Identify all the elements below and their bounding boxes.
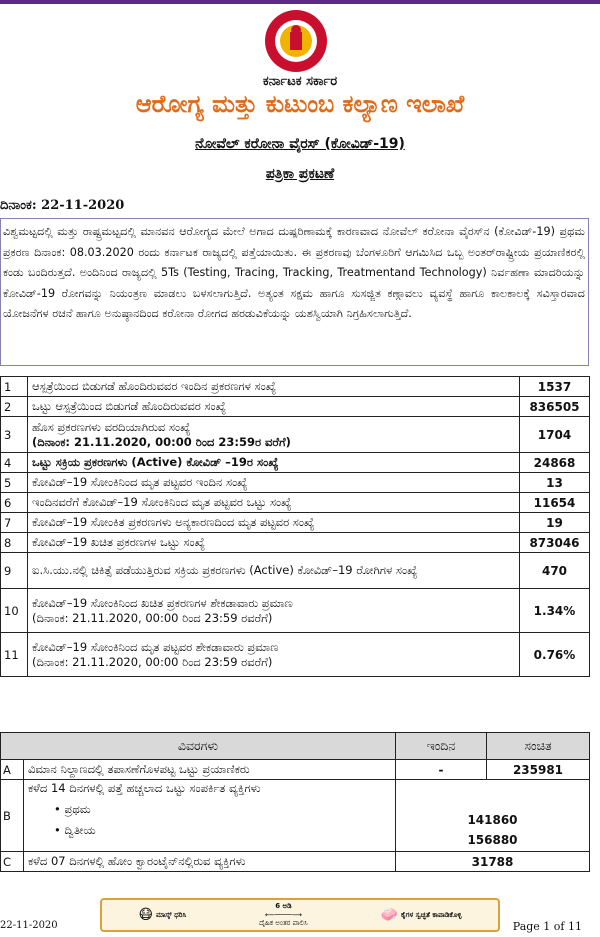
secondary-value: 156880 (467, 833, 518, 847)
row-cumulative: 31788 (396, 852, 590, 872)
row-value: 24868 (520, 453, 590, 473)
row-value: 873046 (520, 533, 590, 553)
row-desc: ವಿಮಾನ ನಿಲ್ದಾಣದಲ್ಲಿ ತಪಾಸಣೆಗೊಳಪಟ್ಟ ಒಟ್ಟು ಪ್ರಯಾಣಿಕರು (24, 760, 396, 780)
row-desc: ಕಳೆದ 07 ದಿನಗಳಲ್ಲಿ ಹೋಂ ಕ್ವಾರಂಟೈನ್‌ನಲ್ಲಿರುವ ವ್ಯಕ್ತಿಗಳು (24, 852, 396, 872)
bullet-secondary: • ದ್ವಿತೀಯ (54, 823, 96, 837)
stats-row (1, 417, 590, 453)
safety-banner (100, 898, 500, 932)
row-description (28, 493, 520, 513)
details-table (0, 732, 590, 872)
stats-row (1, 453, 590, 473)
stats-row (1, 493, 590, 513)
release-date: ದಿನಾಂಕ: 22-11-2020 (0, 198, 125, 213)
row-description (28, 397, 520, 417)
row-description (28, 533, 520, 553)
row-description (28, 377, 520, 397)
row-label: A (1, 760, 24, 780)
row-description-text: ಕೋವಿಡ್–19 ಸೋಂಕಿನಿಂದ ಖಚಿತ ಪ್ರಕರಣಗಳ ಶೇಕಡಾವಾರು ಪ್ರಮಾಣ (32, 595, 293, 610)
row-desc (24, 780, 396, 852)
distance-note: ದೈಹಿಕ ಅಂತರ ಪಾಲಿಸಿ (259, 919, 308, 927)
row-description (28, 513, 520, 533)
row-description-text: ಕೋವಿಡ್–19 ಸೋಂಕಿನಿಂದ ಮೃತ ಪಟ್ಟವರ ಇಂದಿನ ಸಂಖ್ಯೆ (32, 475, 248, 489)
row-today: - (396, 760, 487, 780)
row-label: C (1, 852, 24, 872)
distance-text: 6 ಅಡಿ (275, 902, 292, 910)
row-description-text: ಆಸ್ಪತ್ರೆಯಿಂದ ಬಿಡುಗಡೆ ಹೊಂದಿರುವವರ ಇಂದಿನ ಪ್ರಕರಣಗಳ ಸಂಖ್ಯೆ (32, 379, 277, 393)
intro-paragraph: ವಿಶ್ವಮಟ್ಟದಲ್ಲಿ ಮತ್ತು ರಾಷ್ಟ್ರಮಟ್ಟದಲ್ಲಿ ಮಾನವನ ಆರೋಗ್ಯದ ಮೇಲೆ ಅಗಾದ ದುಷ್ಪರಿಣಾಮಕ್ಕೆ ಕಾರಣವಾದ ನೋವೆಲ್ ಕರೋನಾ ವೈರಸ್‌ನ (ಕೋವಿಡ್-19) ಪ್ರಥಮ ಪ್ರಕರಣ ದಿನಾಂಕ: 08.03.2020 ರಂದು ಕರ್ನಾಟಕ ರಾಜ್ಯದಲ್ಲಿ ಪತ್ತೆಯಾಯಿತು. ಈ ಪ್ರಕರಣವು ಬೆಂಗಳೂರಿಗೆ ಆಗಮಿಸಿದ ಒಬ್ಬ ಅಂತರ್‌ರಾಷ್ಟ್ರೀಯ ಪ್ರಯಾಣಿಕರಲ್ಲಿ ಕಂಡು ಬಂದಿರುತ್ತದೆ. ಅಂದಿನಿಂದ ರಾಜ್ಯದಲ್ಲಿ 5Ts (Testing, Tracing, Tracking, Treatmentand Technology) ನಿರ್ವಹಣಾ ಮಾದರಿಯನ್ನು ಕೋವಿಡ್-19 ರೋಗವನ್ನು ನಿಯಂತ್ರಣ ಮಾಡಲು ಬಳಸಲಾಗುತ್ತಿದೆ. ಅತ್ಯಂತ ಸಕ್ಷಮ ಹಾಗೂ ಸುಸಜ್ಜಿತ ಕಣ್ಗಾವಲು ವ್ಯವಸ್ಥೆ ಹಾಗೂ ಕಾಲಕಾಲಕ್ಕೆ ಸವಿಸ್ತಾರವಾದ ಯೋಜನೆಗಳ ರಚನೆ ಹಾಗೂ ಅನುಷ್ಠಾನದಿಂದ ಕರೋನಾ ರೋಗದ ಹರಡುವಿಕೆಯನ್ನು ಯಶಸ್ವಿಯಾಗಿ ನಿಗ್ರಹಿಸಲಾಗುತ್ತಿದೆ. (0, 218, 589, 366)
row-description (28, 633, 520, 677)
row-value: 1.34% (520, 589, 590, 633)
row-description-text: ಇಂದಿನವರೆಗೆ ಕೋವಿಡ್–19 ಸೋಂಕಿನಿಂದ ಮೃತ ಪಟ್ಟವರ ಒಟ್ಟು ಸಂಖ್ಯೆ (32, 495, 292, 509)
stats-row (1, 377, 590, 397)
row-description (28, 553, 520, 589)
header-details: ವಿವರಗಳು (1, 733, 396, 760)
row-description-text: ಕೋವಿಡ್–19 ಸೋಂಕಿತ ಪ್ರಕರಣಗಳು ಅನ್ಯಕಾರಣದಿಂದ ಮೃತ ಪಟ್ಟವರ ಸಂಖ್ಯೆ (32, 515, 315, 529)
stats-row (1, 473, 590, 493)
row-number: 8 (1, 533, 28, 553)
row-label: B (1, 780, 24, 852)
row-description (28, 417, 520, 453)
row-description-text: ಕೋವಿಡ್–19 ಸೋಂಕಿನಿಂದ ಮೃತ ಪಟ್ಟವರ ಶೇಕಡಾವಾರು ಪ್ರಮಾಣ (32, 639, 279, 654)
mask-icon: 😷 (138, 907, 154, 923)
row-description-text: ಒಟ್ಟು ಸಕ್ರಿಯ ಪ್ರಕರಣಗಳು (Active) ಕೋವಿಡ್ –19ರ ಸಂಖ್ಯೆ (32, 455, 279, 469)
top-bar (0, 0, 600, 4)
row-desc-text: ಕಳೆದ 14 ದಿನಗಳಲ್ಲಿ ಪತ್ತೆ ಹಚ್ಚಲಾದ ಒಟ್ಟು ಸಂಪರ್ಕಿತ ವ್ಯಕ್ತಿಗಳು (28, 781, 261, 795)
stats-row (1, 513, 590, 533)
row-description-text: ಕೋವಿಡ್–19 ಖಚಿತ ಪ್ರಕರಣಗಳ ಒಟ್ಟು ಸಂಖ್ಯೆ (32, 535, 206, 549)
row-description-text: ಹೊಸ ಪ್ರಕರಣಗಳು ವರದಿಯಾಗಿರುವ ಸಂಖ್ಯೆ (32, 419, 191, 434)
details-row-c (1, 852, 590, 872)
row-note: (ದಿನಾಂಕ: 21.11.2020, 00:00 ರಿಂದ 23:59 ರವರೆಗೆ) (32, 610, 273, 625)
bullet-primary: • ಪ್ರಥಮ (54, 802, 91, 816)
row-b-values (396, 780, 590, 852)
row-number: 5 (1, 473, 28, 493)
header-cumulative: ಸಂಚಿತ (487, 733, 590, 760)
row-value: 11654 (520, 493, 590, 513)
hands-text: ಕೈಗಳ ಸ್ವಚ್ಛತೆ ಕಾಪಾಡಿಕೊಳ್ಳಿ (401, 910, 462, 919)
banner-mask (138, 907, 186, 923)
government-emblem-icon (255, 8, 337, 74)
press-release-title: ಪತ್ರಿಕಾ ಪ್ರಕಟಣೆ (265, 166, 335, 182)
row-value: 0.76% (520, 633, 590, 677)
details-row-b (1, 780, 590, 852)
stats-row (1, 633, 590, 677)
row-description (28, 453, 520, 473)
row-value: 1704 (520, 417, 590, 453)
stats-row (1, 589, 590, 633)
subject-title: ನೋವೆಲ್ ಕರೋನಾ ವೈರಸ್ (ಕೋವಿಡ್-19) (195, 136, 405, 152)
row-description (28, 589, 520, 633)
row-value: 836505 (520, 397, 590, 417)
row-description-text: ಐ.ಸಿ.ಯು.ನಲ್ಲಿ ಚಿಕಿತ್ಸೆ ಪಡೆಯುತ್ತಿರುವ ಸಕ್ರಿಯ ಪ್ರಕರಣಗಳು (Active) ಕೋವಿಡ್–19 ರೋಗಿಗಳ ಸಂಖ್ಯೆ (32, 563, 418, 577)
page-number: Page 1 of 11 (512, 920, 582, 933)
secondary-label: ದ್ವಿತೀಯ (64, 823, 96, 837)
stats-row (1, 533, 590, 553)
department-title: ಆರೋಗ್ಯ ಮತ್ತು ಕುಟುಂಬ ಕಲ್ಯಾಣ ಇಲಾಖೆ (135, 90, 465, 118)
row-note: (ದಿನಾಂಕ: 21.11.2020, 00:00 ರಿಂದ 23:59ರ ವರೆಗೆ) (32, 434, 291, 449)
handwash-icon: 🧼 (380, 907, 399, 923)
row-value: 19 (520, 513, 590, 533)
row-number: 11 (1, 633, 28, 677)
stats-table (0, 376, 590, 677)
row-number: 1 (1, 377, 28, 397)
row-number: 3 (1, 417, 28, 453)
row-number: 6 (1, 493, 28, 513)
row-value: 470 (520, 553, 590, 589)
primary-value: 141860 (467, 813, 518, 827)
mask-text: ಮಾಸ್ಕ್ ಧರಿಸಿ (156, 910, 187, 919)
footer-date: 22-11-2020 (0, 920, 58, 931)
row-number: 10 (1, 589, 28, 633)
row-number: 4 (1, 453, 28, 473)
details-row-a (1, 760, 590, 780)
stats-row (1, 553, 590, 589)
row-description (28, 473, 520, 493)
row-number: 9 (1, 553, 28, 589)
banner-distance (259, 902, 308, 928)
header-today: ಇಂದಿನ (396, 733, 487, 760)
government-name: ಕರ್ನಾಟಕ ಸರ್ಕಾರ (262, 74, 338, 89)
primary-label: ಪ್ರಥಮ (64, 802, 91, 816)
row-cumulative: 235981 (487, 760, 590, 780)
row-description-text: ಒಟ್ಟು ಆಸ್ಪತ್ರೆಯಿಂದ ಬಿಡುಗಡೆ ಹೊಂದಿರುವವರ ಸಂಖ್ಯೆ (32, 399, 227, 413)
row-note: (ದಿನಾಂಕ: 21.11.2020, 00:00 ರಿಂದ 23:59 ರವರೆಗೆ) (32, 654, 273, 669)
row-number: 7 (1, 513, 28, 533)
stats-row (1, 397, 590, 417)
details-header-row (1, 733, 590, 760)
banner-hands (381, 907, 462, 923)
row-value: 13 (520, 473, 590, 493)
distance-arrow-icon: ⟵────⟶ (264, 911, 302, 919)
row-value: 1537 (520, 377, 590, 397)
row-number: 2 (1, 397, 28, 417)
